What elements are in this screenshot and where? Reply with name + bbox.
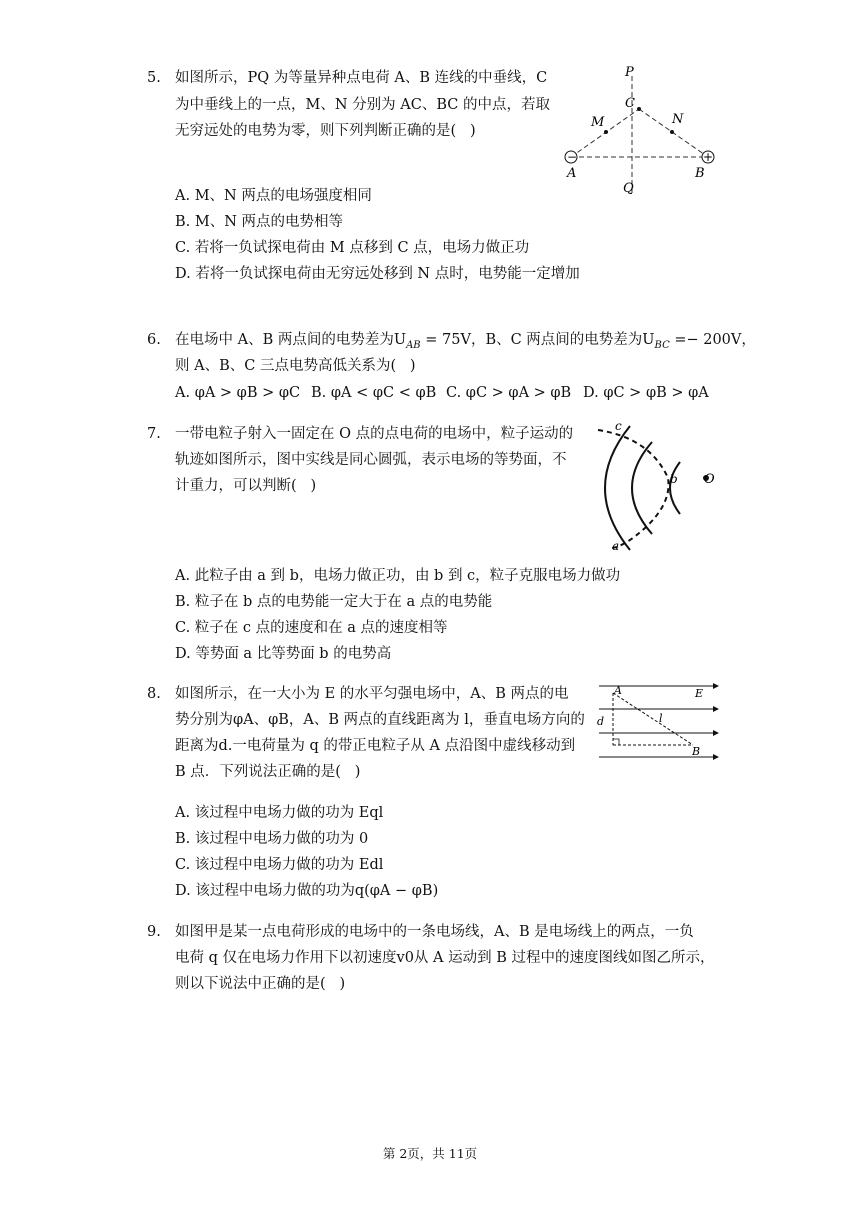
option-a: A. M、N 两点的电场强度相同 <box>175 188 372 204</box>
option-a: A. 此粒子由 a 到 b，电场力做正功，由 b 到 c，粒子克服电场力做功 <box>175 568 621 584</box>
question-number: 9. <box>147 924 161 940</box>
option-c: C. 该过程中电场力做的功为 Edl <box>175 857 384 873</box>
label-E: E <box>695 687 704 700</box>
label-c: c <box>615 419 622 433</box>
label-B: B <box>692 745 701 758</box>
minus-sign: − <box>567 150 578 164</box>
question-text-line: 为中垂线上的一点，M、N 分别为 AC、BC 的中点，若取 <box>175 97 550 113</box>
dipole-figure <box>555 60 730 200</box>
option-c: C. φC > φA > φB <box>446 385 572 401</box>
question-text-line: 势分别为φA、φB，A、B 两点的直线距离为 l，垂直电场方向的 <box>175 712 585 728</box>
label-P: P <box>625 65 634 80</box>
option-b: B. M、N 两点的电势相等 <box>175 214 344 230</box>
option-d: D. 等势面 a 比等势面 b 的电势高 <box>175 646 392 662</box>
uniform-field-figure <box>593 678 723 763</box>
question-text-line: 电荷 q 仅在电场力作用下以初速度v0从 A 运动到 B 过程中的速度图线如图乙所示， <box>175 950 715 966</box>
equipotential-figure <box>590 418 720 558</box>
plus-sign: + <box>703 150 714 164</box>
option-b: B. 粒子在 b 点的电势能一定大于在 a 点的电势能 <box>175 594 493 610</box>
question-text-line: 无穷远处的电势为零，则下列判断正确的是( ) <box>175 123 476 139</box>
label-N: N <box>672 112 684 127</box>
option-d: D. 该过程中电场力做的功为q(φA − φB) <box>175 883 439 899</box>
question-text-line: 如图甲是某一点电荷形成的电场中的一条电场线，A、B 是电场线上的两点，一负 <box>175 924 694 940</box>
page-footer: 第 2页，共 11页 <box>382 1146 478 1161</box>
label-Q: Q <box>623 181 634 196</box>
option-a: A. 该过程中电场力做的功为 Eql <box>175 805 384 821</box>
label-M: M <box>591 115 605 130</box>
question-number: 7. <box>147 426 161 442</box>
option-c: C. 若将一负试探电荷由 M 点移到 C 点，电场力做正功 <box>175 240 530 256</box>
question-number: 5. <box>147 70 161 86</box>
question-text-line: 轨迹如图所示，图中实线是同心圆弧，表示电场的等势面，不 <box>175 452 567 468</box>
option-a: A. φA > φB > φC <box>175 385 301 401</box>
label-d: d <box>597 715 605 728</box>
question-text-line: 如图所示，PQ 为等量异种点电荷 A、B 连线的中垂线，C <box>175 70 548 86</box>
label-B: B <box>695 166 705 181</box>
question-text-line: 如图所示，在一大小为 E 的水平匀强电场中，A、B 两点的电 <box>175 686 569 702</box>
question-number: 6. <box>147 332 161 348</box>
label-A: A <box>614 684 622 697</box>
label-O: O <box>704 472 715 487</box>
question-text-line: 在电场中 A、B 两点间的电势差为$U_{AB} = 75V$，B、C 两点间的电势差为$U_{BC} =- 200V$， <box>175 332 756 351</box>
option-c: C. 粒子在 c 点的速度和在 a 点的速度相等 <box>175 620 448 636</box>
question-text-line: B 点．下列说法正确的是( ) <box>175 764 361 780</box>
question-text-line: 计重力，可以判断( ) <box>175 478 317 494</box>
label-b: b <box>670 472 678 486</box>
question-text-line: 则以下说法中正确的是( ) <box>175 976 346 992</box>
question-text-line: 则 A、B、C 三点电势高低关系为( ) <box>175 358 416 374</box>
option-d: D. 若将一负试探电荷由无穷远处移到 N 点时，电势能一定增加 <box>175 266 580 282</box>
question-text-line: 一带电粒子射入一固定在 O 点的点电荷的电场中，粒子运动的 <box>175 426 574 442</box>
label-C: C <box>625 96 635 111</box>
label-A: A <box>567 166 577 181</box>
label-l: l <box>659 712 663 725</box>
label-a: a <box>612 539 620 553</box>
question-number: 8. <box>147 686 161 702</box>
question-text-line: 距离为d.一电荷量为 q 的带正电粒子从 A 点沿图中虚线移动到 <box>175 738 576 754</box>
option-b: B. φA < φC < φB <box>311 385 437 401</box>
option-b: B. 该过程中电场力做的功为 0 <box>175 831 369 847</box>
option-d: D. φC > φB > φA <box>583 385 709 401</box>
